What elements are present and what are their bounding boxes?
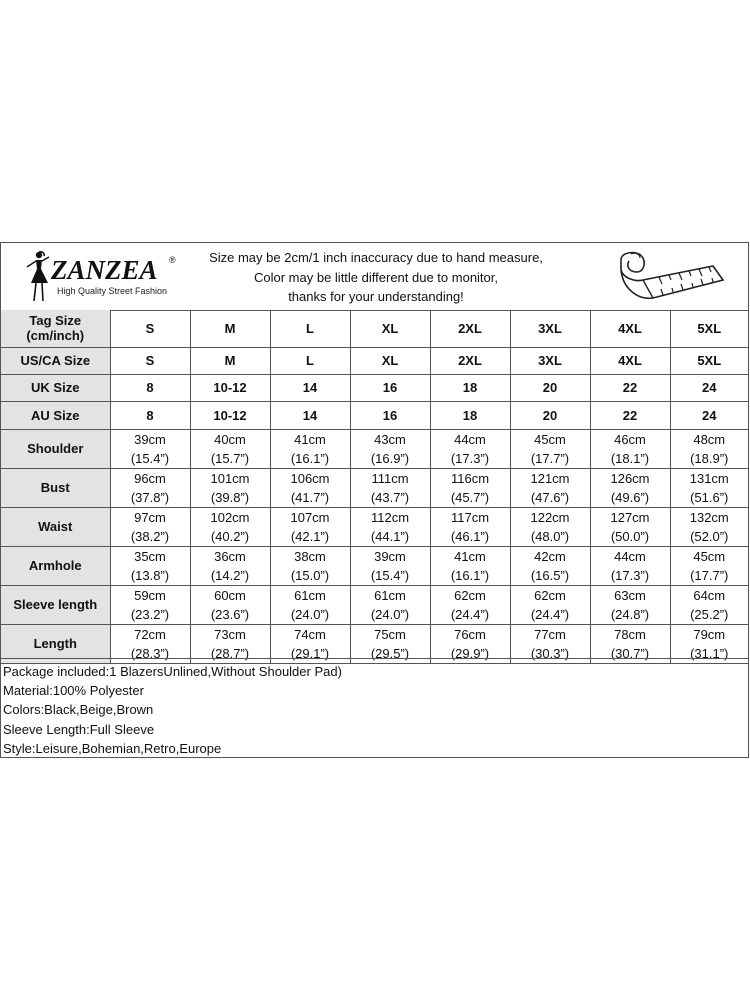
measurement-cell [190,507,270,546]
measurement-label: Bust [1,468,110,507]
measurement-cell [110,585,190,624]
value-cm: 75cm [374,626,406,642]
measurement-cell [590,585,670,624]
value-inch: (18.1”) [610,450,650,466]
value-cm: 76cm [454,626,486,642]
value-cm: 107cm [290,509,330,525]
size-cell: 8 [110,374,190,401]
value-cm: 59cm [134,587,166,603]
value-inch: (42.1”) [290,528,330,544]
measurement-cell [430,507,510,546]
value-cm: 121cm [530,470,570,486]
value-inch: (30.3”) [530,645,570,661]
value-inch: (28.7”) [210,645,250,661]
value-cm: 132cm [689,509,729,525]
size-cell: 18 [430,401,510,429]
value-cm: 46cm [614,431,646,447]
measurement-cell [350,468,430,507]
value-cm: 42cm [534,548,566,564]
value-cm: 116cm [450,470,490,486]
measurement-row [1,468,748,507]
measurement-cell [190,585,270,624]
measurement-cell [270,429,350,468]
value-inch: (52.0”) [690,528,729,544]
measurement-cell [350,585,430,624]
measurement-cell [270,507,350,546]
value-inch: (25.2”) [690,606,729,622]
measurement-row [1,429,748,468]
size-cell: 3XL [510,347,590,374]
size-cell: L [270,310,350,347]
measurement-cell [190,468,270,507]
measurement-label: Length [1,624,110,663]
measurement-cell [270,585,350,624]
measurement-cell [430,468,510,507]
measurement-cell [430,546,510,585]
measurement-cell [590,429,670,468]
measurement-label: Sleeve length [1,585,110,624]
value-cm: 112cm [370,509,410,525]
value-cm: 106cm [290,470,330,486]
value-inch: (50.0”) [610,528,650,544]
measurement-cell [350,507,430,546]
row-label [1,310,110,347]
value-inch: (15.7”) [210,450,250,466]
value-cm: 127cm [610,509,650,525]
measurement-cell [670,468,748,507]
value-cm: 117cm [450,509,490,525]
size-cell: XL [350,347,430,374]
value-inch: (24.0”) [290,606,330,622]
value-inch: (16.1”) [290,450,330,466]
measurement-cell [670,585,748,624]
value-cm: 101cm [210,470,250,486]
value-inch: (29.1”) [290,645,330,661]
chart-header [1,243,748,311]
size-cell: M [190,347,270,374]
row-label-line: UK Size [31,380,80,395]
value-inch: (31.1”) [690,645,729,661]
measurement-cell [510,546,590,585]
value-inch: (47.6”) [530,489,570,505]
value-cm: 35cm [134,548,166,564]
value-inch: (16.1”) [450,567,490,583]
size-cell: 14 [270,401,350,429]
measurement-cell [270,546,350,585]
value-cm: 97cm [134,509,166,525]
value-inch: (37.8”) [130,489,170,505]
measurement-cell [110,507,190,546]
value-inch: (49.6”) [610,489,650,505]
row-label-line: US/CA Size [20,353,91,368]
value-inch: (15.4”) [130,450,170,466]
value-inch: (24.8”) [610,606,650,622]
measurement-cell [670,507,748,546]
value-inch: (51.6”) [690,489,729,505]
size-cell: 8 [110,401,190,429]
measuring-tape-icon [613,246,731,306]
value-inch: (16.5”) [530,567,570,583]
size-cell: 24 [670,374,748,401]
value-inch: (15.0”) [290,567,330,583]
value-cm: 48cm [693,431,726,447]
measurement-cell [590,507,670,546]
value-cm: 43cm [374,431,406,447]
registered-mark: ® [169,255,176,265]
row-label-line: AU Size [31,407,80,423]
value-inch: (29.9”) [450,645,490,661]
size-cell: 3XL [510,310,590,347]
value-cm: 39cm [374,548,406,564]
value-inch: (38.2”) [130,528,170,544]
measurement-cell [350,546,430,585]
value-cm: 40cm [214,431,246,447]
measurement-cell [110,468,190,507]
size-cell: 14 [270,374,350,401]
value-inch: (40.2”) [210,528,250,544]
measurement-cell [510,429,590,468]
size-cell: 5XL [670,310,748,347]
size-cell: 16 [350,401,430,429]
measurement-cell [510,507,590,546]
value-cm: 61cm [374,587,406,603]
size-cell: 10-12 [190,374,270,401]
measurement-notice [191,248,561,307]
size-cell: 4XL [590,310,670,347]
value-cm: 122cm [530,509,570,525]
value-cm: 77cm [534,626,566,642]
value-cm: 45cm [693,548,726,564]
value-cm: 38cm [294,548,326,564]
value-inch: (24.0”) [370,606,410,622]
value-cm: 96cm [134,470,166,486]
size-table [1,310,748,664]
detail-material: Material:100% Polyester [3,683,144,699]
value-cm: 79cm [693,626,726,642]
detail-colors: Colors:Black,Beige,Brown [3,702,154,718]
brand-logo [23,249,183,305]
size-cell: 22 [590,401,670,429]
notice-line: thanks for your understanding! [288,289,464,304]
value-inch: (39.8”) [210,489,250,505]
row-label-line: (cm/inch) [26,328,85,344]
measurement-cell [190,429,270,468]
size-header-row [1,347,748,374]
size-cell: 2XL [430,310,510,347]
value-inch: (43.7”) [370,489,410,505]
measurement-cell [590,468,670,507]
value-cm: 44cm [454,431,486,447]
value-cm: 41cm [454,548,486,564]
value-inch: (23.6”) [210,606,250,622]
size-header-row [1,401,748,429]
size-cell: 2XL [430,347,510,374]
measurement-label: Waist [1,507,110,546]
value-inch: (41.7”) [290,489,330,505]
measurement-label: Shoulder [1,429,110,468]
value-inch: (24.4”) [450,606,490,622]
size-cell: XL [350,310,430,347]
value-cm: 126cm [610,470,650,486]
measurement-cell [110,546,190,585]
value-cm: 74cm [294,626,326,642]
value-inch: (17.3”) [610,567,650,583]
measurement-cell [670,429,748,468]
value-cm: 62cm [534,587,566,603]
size-cell: 22 [590,374,670,401]
size-cell: 16 [350,374,430,401]
value-cm: 45cm [534,431,566,447]
value-cm: 44cm [614,548,646,564]
value-inch: (16.9”) [370,450,410,466]
measurement-cell [590,546,670,585]
value-cm: 73cm [214,626,246,642]
value-inch: (17.7”) [530,450,570,466]
value-inch: (46.1”) [450,528,490,544]
size-cell: 20 [510,401,590,429]
value-inch: (23.2”) [130,606,170,622]
value-cm: 61cm [294,587,326,603]
value-inch: (18.9”) [690,450,729,466]
value-inch: (29.5”) [370,645,410,661]
value-inch: (17.3”) [450,450,490,466]
size-cell: 24 [670,401,748,429]
value-inch: (44.1”) [370,528,410,544]
size-cell: L [270,347,350,374]
value-inch: (48.0”) [530,528,570,544]
value-inch: (28.3”) [130,645,170,661]
value-cm: 39cm [134,431,166,447]
measurement-cell [430,585,510,624]
measurement-row [1,585,748,624]
size-cell: 10-12 [190,401,270,429]
size-header-row [1,374,748,401]
measurement-cell [190,546,270,585]
value-inch: (24.4”) [530,606,570,622]
value-inch: (13.8”) [130,567,170,583]
value-cm: 111cm [371,470,409,486]
value-cm: 36cm [214,548,246,564]
detail-sleeve-length: Sleeve Length:Full Sleeve [3,721,155,737]
value-inch: (30.7”) [610,645,650,661]
notice-line: Size may be 2cm/1 inch inaccuracy due to hand measure, [209,250,543,265]
value-inch: (15.4”) [370,567,410,583]
brand-name: ZANZEA [51,255,158,285]
row-label [1,374,110,401]
measurement-cell [510,585,590,624]
value-cm: 131cm [689,470,729,486]
product-details [1,658,748,758]
size-cell: 5XL [670,347,748,374]
size-chart [0,242,749,758]
measurement-cell [110,429,190,468]
size-cell: 20 [510,374,590,401]
detail-style: Style:Leisure,Bohemian,Retro,Europe [3,740,222,756]
size-cell: S [110,347,190,374]
notice-line: Color may be little different due to monitor, [254,269,498,285]
row-label-line: Tag Size [29,313,82,329]
size-header-row [1,310,748,347]
row-label [1,401,110,429]
measurement-cell [430,429,510,468]
value-cm: 64cm [693,587,726,603]
size-cell: 18 [430,374,510,401]
measurement-label: Armhole [1,546,110,585]
measurement-cell [670,546,748,585]
detail-package: Package included:1 BlazersUnlined,Without Shoulder Pad) [3,664,342,679]
measurement-cell [510,468,590,507]
value-cm: 102cm [210,509,250,525]
value-cm: 41cm [294,431,326,447]
measurement-cell [270,468,350,507]
size-cell: 4XL [590,347,670,374]
value-cm: 60cm [214,587,246,603]
value-cm: 63cm [614,587,646,603]
size-cell: M [190,310,270,347]
value-inch: (17.7”) [690,567,729,583]
size-cell: S [110,310,190,347]
value-cm: 72cm [134,626,166,642]
value-cm: 62cm [454,587,486,603]
brand-tagline: High Quality Street Fashion [57,286,168,296]
measurement-cell [350,429,430,468]
measurement-row [1,546,748,585]
value-inch: (45.7”) [450,489,490,505]
value-cm: 78cm [614,626,646,642]
value-inch: (14.2”) [210,567,250,583]
measurement-row [1,507,748,546]
row-label [1,347,110,374]
